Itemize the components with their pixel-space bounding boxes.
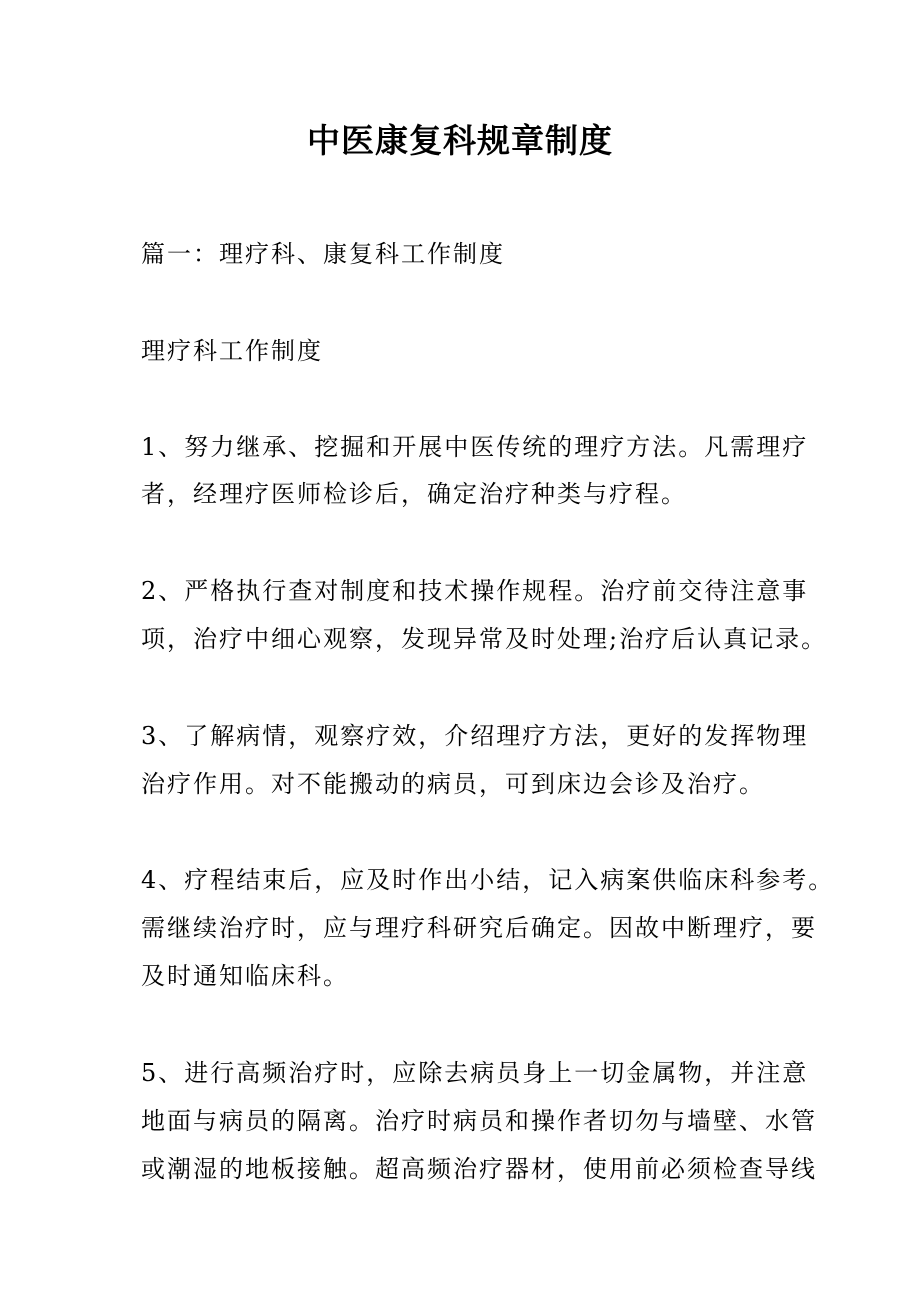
- paragraph-line: 2、严格执行查对制度和技术操作规程。治疗前交待注意事: [141, 577, 809, 605]
- paragraph-line: 3、了解病情，观察疗效，介绍理疗方法，更好的发挥物理: [141, 722, 809, 750]
- subsection-heading: 理疗科工作制度: [141, 337, 323, 365]
- paragraph-line: 或潮湿的地板接触。超高频治疗器材，使用前必须检查导线: [141, 1155, 817, 1183]
- section-heading: 篇一：理疗科、康复科工作制度: [141, 240, 505, 268]
- paragraph-line: 1、努力继承、挖掘和开展中医传统的理疗方法。凡需理疗: [141, 433, 809, 461]
- document-title: 中医康复科规章制度: [307, 121, 613, 160]
- paragraph-line: 项，治疗中细心观察，发现异常及时处理;治疗后认真记录。: [141, 625, 828, 653]
- paragraph-line: 4、疗程结束后，应及时作出小结，记入病案供临床科参考。: [141, 866, 835, 894]
- paragraph-line: 及时通知临床科。: [141, 962, 349, 990]
- paragraph-line: 地面与病员的隔离。治疗时病员和操作者切勿与墙壁、水管: [141, 1107, 817, 1135]
- paragraph-line: 需继续治疗时，应与理疗科研究后确定。因故中断理疗，要: [141, 914, 817, 942]
- paragraph-line: 者，经理疗医师检诊后，确定治疗种类与疗程。: [141, 480, 687, 508]
- paragraph-line: 5、进行高频治疗时，应除去病员身上一切金属物，并注意: [141, 1059, 809, 1087]
- paragraph-line: 治疗作用。对不能搬动的病员，可到床边会诊及治疗。: [141, 770, 765, 798]
